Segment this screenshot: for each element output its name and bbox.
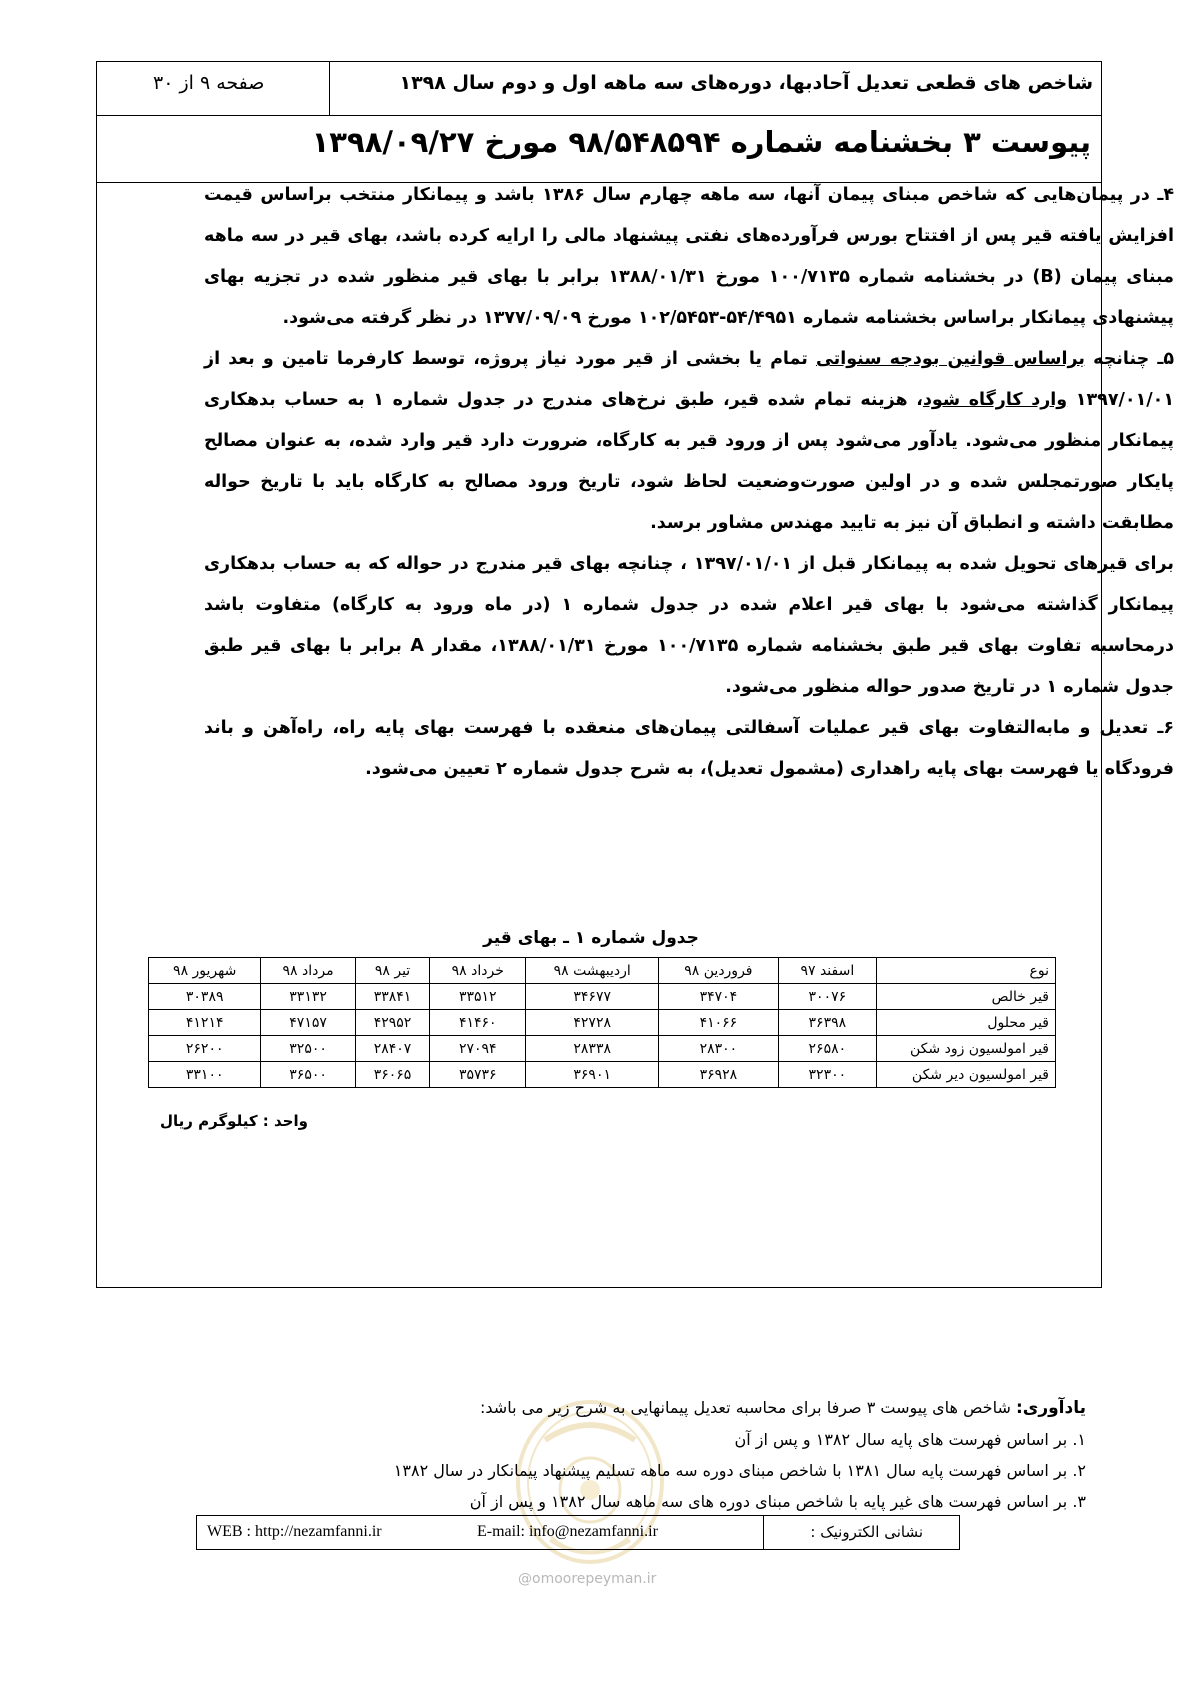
main-title: پیوست ۳ بخشنامه شماره ۹۸/۵۴۸۵۹۴ مورخ ۱۳۹۸/۰۹/۲۷ bbox=[311, 125, 1091, 159]
footnote-heading bbox=[226, 1392, 1086, 1424]
footnote-label: یادآوری: bbox=[1015, 1398, 1086, 1418]
column-header: شهریور ۹۸ bbox=[149, 958, 261, 984]
paragraph-5-part-a: ۵ـ چنانچه bbox=[1084, 349, 1174, 369]
table-cell: ۲۶۵۸۰ bbox=[778, 1036, 876, 1062]
table-cell: قیر محلول bbox=[877, 1010, 1056, 1036]
table-cell: ۲۶۲۰۰ bbox=[149, 1036, 261, 1062]
column-header: مرداد ۹۸ bbox=[261, 958, 355, 984]
column-header: اسفند ۹۷ bbox=[778, 958, 876, 984]
table-row bbox=[149, 1036, 1056, 1062]
footnote-item: ۱. بر اساس فهرست های پایه سال ۱۳۸۲ و پس از آن bbox=[734, 1430, 1086, 1449]
paragraph-5 bbox=[204, 339, 1174, 544]
table-cell: قیر خالص bbox=[877, 984, 1056, 1010]
table-cell: قیر امولسیون زود شکن bbox=[877, 1036, 1056, 1062]
table-cell: ۳۶۰۶۵ bbox=[355, 1062, 430, 1088]
header-title: شاخص های قطعی تعدیل آحادبها، دوره‌های سه ماهه اول و دوم سال ۱۳۹۸ bbox=[399, 72, 1093, 94]
table-cell: ۲۷۰۹۴ bbox=[430, 1036, 526, 1062]
column-header: اردیبهشت ۹۸ bbox=[526, 958, 659, 984]
table-cell: ۴۱۰۶۶ bbox=[659, 1010, 779, 1036]
footnote-item: ۳. بر اساس فهرست های غیر پایه با شاخص مبنای دوره های سه ماهه سال ۱۳۸۲ و پس از آن bbox=[469, 1492, 1086, 1511]
table-cell: ۴۱۴۶۰ bbox=[430, 1010, 526, 1036]
table-cell: ۳۶۹۰۱ bbox=[526, 1062, 659, 1088]
table-row bbox=[149, 1062, 1056, 1088]
table-cell: ۳۰۳۸۹ bbox=[149, 984, 261, 1010]
table-cell: ۳۲۳۰۰ bbox=[778, 1062, 876, 1088]
column-header: نوع bbox=[877, 958, 1056, 984]
table-caption: جدول شماره ۱ ـ بهای قیر bbox=[483, 928, 699, 948]
footnote-text: شاخص های پیوست ۳ صرفا برای محاسبه تعدیل پیمانهایی به شرح زیر می باشد: bbox=[480, 1398, 1016, 1417]
page-number: صفحه ۹ از ۳۰ bbox=[153, 72, 265, 94]
watermark-site: @omoorepeyman.ir bbox=[518, 1571, 657, 1587]
title-row bbox=[97, 116, 1101, 183]
underlined-budget-law: براساس قوانین بودجه سنواتی bbox=[815, 349, 1085, 369]
table-cell: ۳۶۵۰۰ bbox=[261, 1062, 355, 1088]
contact-divider bbox=[763, 1516, 764, 1549]
header-row bbox=[97, 62, 1101, 116]
column-header: فروردین ۹۸ bbox=[659, 958, 779, 984]
contact-box bbox=[196, 1515, 960, 1550]
table-unit: واحد : کیلوگرم ریال bbox=[160, 1112, 308, 1130]
contact-email[interactable]: E-mail: info@nezamfanni.ir bbox=[477, 1523, 658, 1540]
table-cell: ۳۳۸۴۱ bbox=[355, 984, 430, 1010]
column-header: خرداد ۹۸ bbox=[430, 958, 526, 984]
table-cell: ۴۲۷۲۸ bbox=[526, 1010, 659, 1036]
table-cell: ۳۵۷۳۶ bbox=[430, 1062, 526, 1088]
table-cell: ۲۸۳۳۸ bbox=[526, 1036, 659, 1062]
bitumen-price-table bbox=[148, 957, 1056, 1088]
table-row bbox=[149, 984, 1056, 1010]
table-cell: ۴۱۲۱۴ bbox=[149, 1010, 261, 1036]
table-cell: ۳۳۱۰۰ bbox=[149, 1062, 261, 1088]
table-cell: ۳۳۵۱۲ bbox=[430, 984, 526, 1010]
column-header: تیر ۹۸ bbox=[355, 958, 430, 984]
table-cell: ۳۲۵۰۰ bbox=[261, 1036, 355, 1062]
contact-label: نشانی الکترونیک : bbox=[810, 1523, 923, 1541]
table-cell: ۳۶۹۲۸ bbox=[659, 1062, 779, 1088]
header-divider bbox=[329, 62, 330, 116]
table-cell: ۳۴۷۰۴ bbox=[659, 984, 779, 1010]
table-cell: ۳۰۰۷۶ bbox=[778, 984, 876, 1010]
table-cell: قیر امولسیون دیر شکن bbox=[877, 1062, 1056, 1088]
table-cell: ۴۷۱۵۷ bbox=[261, 1010, 355, 1036]
table-cell: ۳۴۶۷۷ bbox=[526, 984, 659, 1010]
footnote bbox=[226, 1392, 1086, 1517]
table-row bbox=[149, 1010, 1056, 1036]
footnote-item: ۲. بر اساس فهرست پایه سال ۱۳۸۱ با شاخص مبنای دوره سه ماهه تسلیم پیشنهاد پیمانکار در سال ۱۳۸۲ bbox=[393, 1461, 1086, 1480]
paragraph-5-continued: برای قیرهای تحویل شده به پیمانکار قبل از ۱۳۹۷/۰۱/۰۱ ، چنانچه بهای قیر مندرج در حواله که به حساب بدهکاری پیمانکار گذاشته می‌شود با بهای قیر اعلام شده در جدول شماره ۱ (در ماه ورود به کارگاه) متفاوت باشد درمحاسبه تفاوت بهای قیر طبق بخشنامه شماره ۱۰۰/۷۱۳۵ مورخ ۱۳۸۸/۰۱/۳۱، مقدار A برابر با بهای قیر طبق جدول شماره ۱ در تاریخ صدور حواله منظور می‌شود. bbox=[204, 554, 1175, 697]
body-content bbox=[204, 175, 1174, 790]
table-cell: ۲۸۴۰۷ bbox=[355, 1036, 430, 1062]
paragraph-6: ۶ـ تعدیل و مابه‌التفاوت بهای قیر عملیات آسفالتی پیمان‌های منعقده با فهرست بهای پایه راه، راه‌آهن و باند فرودگاه یا فهرست بهای پایه راهداری (مشمول تعدیل)، به شرح جدول شماره ۲ تعیین می‌شود. bbox=[204, 718, 1174, 779]
contact-website[interactable]: WEB : http://nezamfanni.ir bbox=[207, 1523, 382, 1540]
table-cell: ۲۸۳۰۰ bbox=[659, 1036, 779, 1062]
underlined-enter-site: وارد کارگاه شود bbox=[922, 390, 1068, 410]
table-cell: ۳۶۳۹۸ bbox=[778, 1010, 876, 1036]
table-cell: ۳۳۱۳۲ bbox=[261, 984, 355, 1010]
paragraph-5-part-b: تمام یا بخشی از قیر مورد نیاز پروژه، توسط کارفرما تامین و بعد از ۱۳۹۷/۰۱/۰۱ bbox=[204, 349, 1175, 410]
table-header-row bbox=[149, 958, 1056, 984]
paragraph-5-part-c: ، هزینه تمام شده قیر، طبق نرخ‌های مندرج در جدول شماره ۱ به حساب بدهکاری پیمانکار منظور می‌شود. یادآور می‌شود پس از ورود قیر به کارگاه، ضرورت دارد قیر وارد شده، به عنوان مصالح پایکار صورتمجلس شده و در اولین صورت‌وضعیت لحاظ شود، تاریخ ورود مصالح به کارگاه باید با تاریخ حواله مطابقت داشته و انطباق آن نیز به تایید مهندس مشاور برسد. bbox=[204, 390, 1174, 533]
paragraph-4: ۴ـ در پیمان‌هایی که شاخص مبنای پیمان آنها، سه ماهه چهارم سال ۱۳۸۶ باشد و پیمانکار منتخب براساس قیمت افزایش یافته قیر پس از افتتاح بورس فرآورده‌های نفتی پیشنهاد مالی را ارایه کرده باشد، بهای قیر در سه ماهه مبنای پیمان (B) در بخشنامه شماره ۱۰۰/۷۱۳۵ مورخ ۱۳۸۸/۰۱/۳۱ برابر با بهای قیر منظور شده در تجزیه بهای پیشنهادی پیمانکار براساس بخشنامه شماره ۵۴/۴۹۵۱-۱۰۲/۵۴۵۳ مورخ ۱۳۷۷/۰۹/۰۹ در نظر گرفته می‌شود. bbox=[204, 185, 1175, 328]
table-cell: ۴۲۹۵۲ bbox=[355, 1010, 430, 1036]
